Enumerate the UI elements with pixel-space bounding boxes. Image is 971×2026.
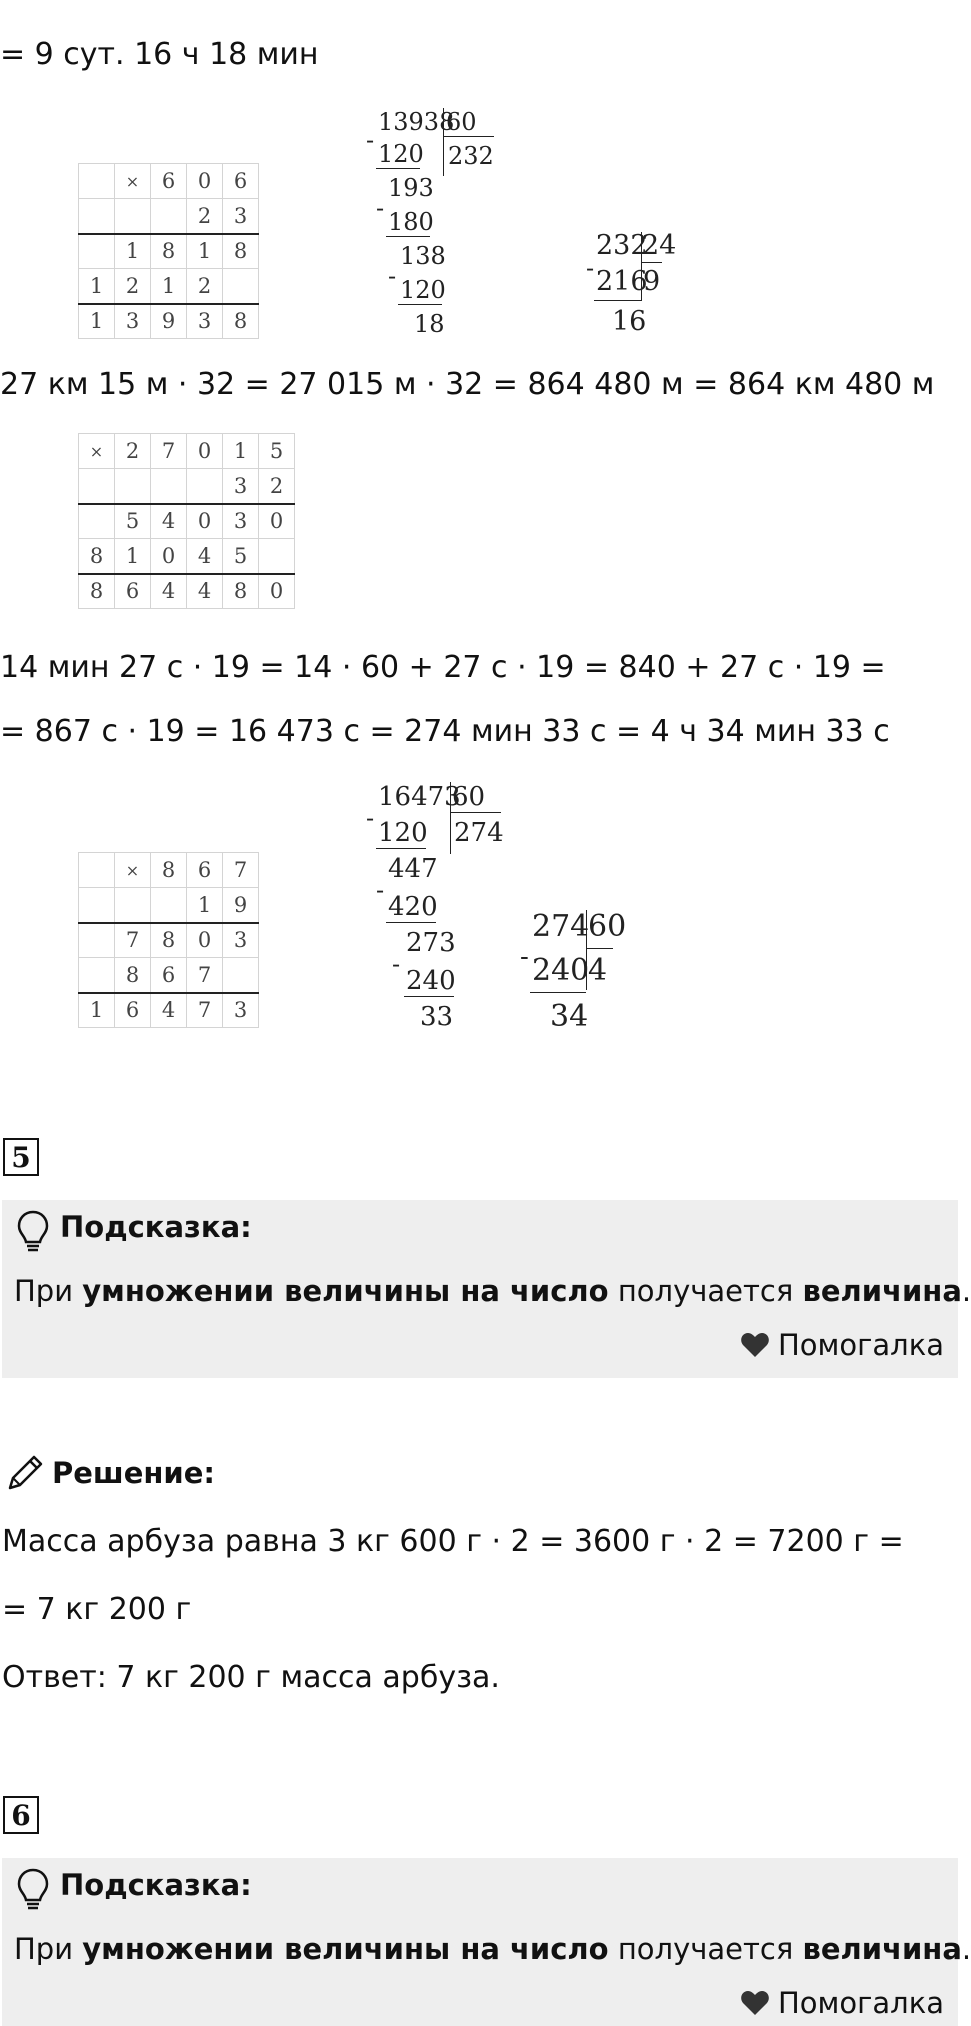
digit-cell: 4 [187,539,223,574]
equation-line-2: 27 км 15 м · 32 = 27 015 м · 32 = 864 480 м = 864 км 480 м [0,367,935,402]
division-line [587,948,613,949]
hint-box-6 [2,1858,971,2026]
digit-cell: 6 [151,958,187,993]
task-number-5: 5 [3,1138,39,1176]
solution-line-2: = 7 кг 200 г [2,1592,192,1627]
equation-line-4: = 867 с · 19 = 16 473 с = 274 мин 33 с = 4 ч 34 мин 33 с [0,714,890,749]
digit-cell: 7 [223,853,259,888]
solution-heading-5 [4,1452,215,1494]
digit-cell: 2 [259,469,295,504]
digit-cell: 9 [151,304,187,339]
division-line [376,168,420,169]
digit-cell: 8 [115,958,151,993]
digit-cell: 1 [115,234,151,269]
division-line [443,108,444,176]
division-line [386,236,430,237]
division-line [451,812,501,813]
division-number: 120 [378,140,424,168]
digit-cell: 9 [223,888,259,923]
digit-cell: 4 [151,993,187,1028]
long-division-3 [368,778,508,1038]
source-link[interactable] [740,1328,944,1362]
digit-cell: 6 [151,164,187,199]
division-number: 447 [388,854,438,884]
digit-cell: 1 [187,888,223,923]
digit-cell: 1 [79,269,115,304]
digit-cell [79,853,115,888]
division-number: 180 [388,208,434,236]
long-division-4 [520,908,640,1038]
division-line [398,304,442,305]
division-number: 240 [406,966,456,996]
minus-sign: - [520,942,529,972]
division-line [530,992,586,993]
times-sign: × [79,434,115,469]
digit-cell: 6 [115,993,151,1028]
minus-sign: - [388,262,397,290]
digit-cell: 4 [187,574,223,609]
digit-cell [187,469,223,504]
digit-cell: 8 [223,574,259,609]
digit-cell: 3 [223,199,259,234]
heart-icon [740,1990,770,2016]
division-line [376,848,426,849]
division-number: 13938 [378,108,455,136]
division-number: 120 [400,276,446,304]
digit-cell: 5 [115,504,151,539]
digit-cell [223,269,259,304]
answer-line: Ответ: 7 кг 200 г масса арбуза. [2,1660,500,1695]
division-number: 16473 [378,782,461,812]
digit-cell [223,958,259,993]
equation-line-1: = 9 сут. 16 ч 18 мин [0,37,319,72]
digit-cell [115,888,151,923]
digit-cell: 5 [259,434,295,469]
pencil-icon [4,1452,46,1494]
digit-cell: 8 [223,304,259,339]
task-number-6: 6 [3,1796,39,1834]
digit-cell: 3 [187,304,223,339]
hint-text: При умножении величины на число получается величина. [14,1274,971,1308]
digit-cell: 8 [151,853,187,888]
digit-cell: 8 [151,923,187,958]
division-number: 34 [550,999,589,1034]
division-line [386,922,436,923]
digit-cell: 2 [115,269,151,304]
digit-cell: 1 [187,234,223,269]
hint-text: При умножении величины на число получается величина. [14,1932,971,1966]
division-line [594,300,642,301]
digit-cell: 5 [223,539,259,574]
division-number: 60 [446,108,477,136]
digit-cell: 0 [259,504,295,539]
digit-cell: 1 [223,434,259,469]
digit-cell [115,199,151,234]
digit-cell [115,469,151,504]
times-sign: × [115,853,151,888]
division-number: 274 [454,818,504,848]
division-number: 16 [612,306,647,337]
digit-cell: 8 [151,234,187,269]
heart-icon [740,1332,770,1358]
multiplication-grid-3 [78,852,259,1028]
digit-cell: 6 [187,853,223,888]
division-number: 33 [420,1002,454,1032]
division-number: 232 [596,230,648,261]
digit-cell: 4 [151,504,187,539]
division-line [450,782,451,854]
digit-cell [79,888,115,923]
hint-title: Подсказка: [60,1868,252,1902]
division-number: 193 [388,174,434,202]
minus-sign: - [586,254,595,282]
division-number: 18 [414,310,445,338]
digit-cell: 7 [187,958,223,993]
digit-cell: 8 [79,574,115,609]
hint-title: Подсказка: [60,1210,252,1244]
division-number: 273 [406,928,456,958]
digit-cell [79,234,115,269]
division-number: 4 [588,953,608,988]
division-line [444,136,494,137]
division-number: 24 [642,230,677,261]
solution-line-1: Масса арбуза равна 3 кг 600 г · 2 = 3600 г · 2 = 7200 г = [2,1524,904,1559]
solution-title: Решение: [52,1456,216,1490]
division-line [404,996,454,997]
digit-cell: 3 [223,469,259,504]
equation-line-3: 14 мин 27 с · 19 = 14 · 60 + 27 с · 19 = 840 + 27 с · 19 = [0,650,886,685]
digit-cell: 6 [223,164,259,199]
digit-cell: 0 [187,164,223,199]
digit-cell [151,888,187,923]
minus-sign: - [392,950,401,978]
digit-cell: 4 [151,574,187,609]
division-number: 274 [532,909,590,944]
digit-cell: 1 [79,304,115,339]
digit-cell [79,199,115,234]
digit-cell [79,469,115,504]
digit-cell: 7 [115,923,151,958]
division-number: 60 [588,909,627,944]
division-line [642,262,662,263]
digit-cell: 2 [187,269,223,304]
division-number: 420 [388,892,438,922]
source-link[interactable] [740,1986,944,2020]
digit-cell [79,923,115,958]
digit-cell: 6 [115,574,151,609]
digit-cell [79,958,115,993]
multiplication-grid-2 [78,433,295,609]
digit-cell: 0 [151,539,187,574]
digit-cell: 0 [187,434,223,469]
hint-box-5 [2,1200,971,1378]
division-number: 60 [452,782,486,812]
multiplication-grid-1 [78,163,259,339]
digit-cell: 3 [223,504,259,539]
digit-cell: 3 [223,923,259,958]
digit-cell [79,164,115,199]
long-division-2 [586,228,686,338]
long-division-1 [368,104,498,344]
division-number: 138 [400,242,446,270]
times-sign: × [115,164,151,199]
source-label: Помогалка [778,1328,944,1362]
digit-cell [79,504,115,539]
division-number: 120 [378,818,428,848]
digit-cell [259,539,295,574]
digit-cell: 7 [187,993,223,1028]
digit-cell: 7 [151,434,187,469]
digit-cell: 1 [79,993,115,1028]
digit-cell: 0 [187,504,223,539]
digit-cell: 1 [115,539,151,574]
lightbulb-icon [14,1866,52,1918]
division-number: 9 [643,266,661,297]
division-number: 216 [596,266,648,297]
minus-sign: - [376,876,385,904]
digit-cell: 1 [151,269,187,304]
digit-cell: 0 [259,574,295,609]
source-label: Помогалка [778,1986,944,2020]
digit-cell: 8 [79,539,115,574]
minus-sign: - [376,194,385,222]
lightbulb-icon [14,1208,52,1260]
digit-cell: 3 [223,993,259,1028]
digit-cell: 0 [187,923,223,958]
division-number: 232 [448,142,494,170]
digit-cell: 8 [223,234,259,269]
minus-sign: - [366,126,375,154]
division-number: 240 [532,953,590,988]
digit-cell: 2 [115,434,151,469]
digit-cell: 2 [187,199,223,234]
digit-cell: 3 [115,304,151,339]
digit-cell [151,469,187,504]
digit-cell [151,199,187,234]
minus-sign: - [366,804,375,832]
